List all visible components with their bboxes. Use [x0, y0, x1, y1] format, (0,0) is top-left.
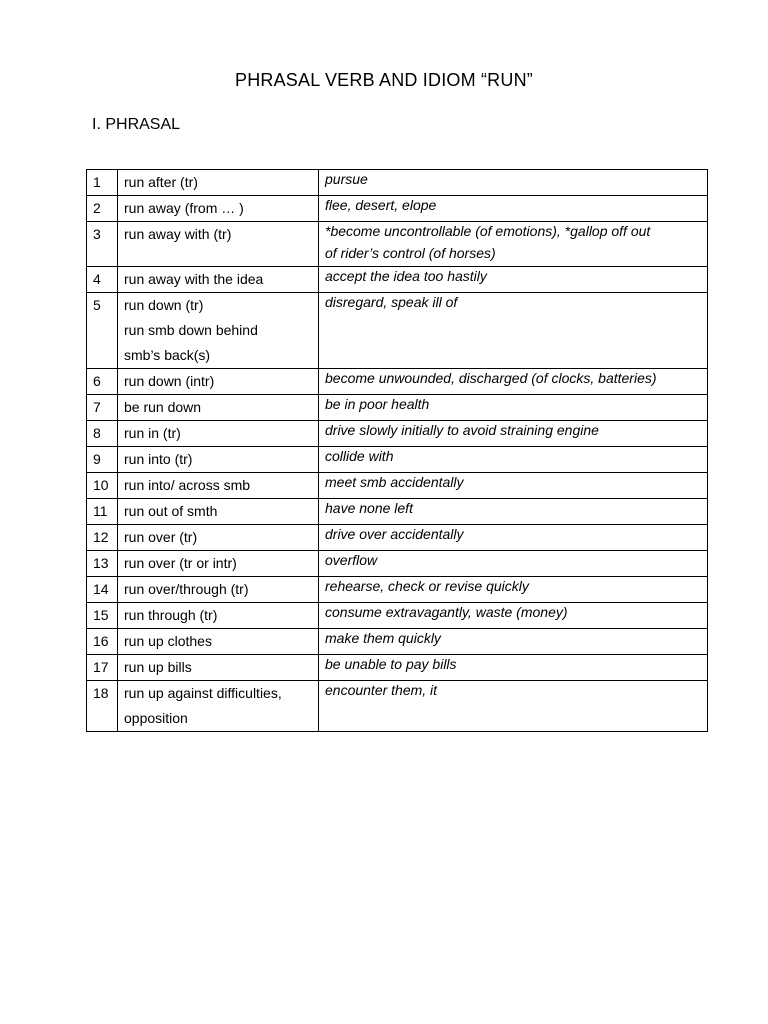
table-row	[87, 395, 708, 421]
phrasal-verb-cell	[118, 681, 319, 732]
row-number: 1	[87, 170, 118, 196]
row-number: 14	[87, 577, 118, 603]
phrasal-verb-cell	[118, 293, 319, 369]
row-number: 5	[87, 293, 118, 369]
table-row	[87, 499, 708, 525]
meaning-text: collide with	[325, 448, 394, 464]
meaning-text: encounter them, it	[325, 682, 438, 698]
phrasal-verb-text: run up clothes	[124, 633, 212, 649]
table-row	[87, 577, 708, 603]
table-row	[87, 196, 708, 222]
phrasal-verb-table	[86, 169, 708, 732]
meaning-cell	[319, 395, 708, 421]
meaning-cell	[319, 369, 708, 395]
table-row	[87, 222, 708, 267]
row-number: 18	[87, 681, 118, 732]
phrasal-verb-cell	[118, 655, 319, 681]
table-row	[87, 369, 708, 395]
table-row	[87, 603, 708, 629]
phrasal-verb-text: smb’s back(s)	[124, 347, 211, 363]
meaning-cell	[319, 473, 708, 499]
meaning-text: flee, desert, elope	[325, 197, 437, 213]
table-row	[87, 421, 708, 447]
phrasal-verb-text: run into/ across smb	[124, 477, 251, 493]
phrasal-verb-cell	[118, 196, 319, 222]
phrasal-verb-text: run away with (tr)	[124, 226, 232, 242]
meaning-text: be in poor health	[325, 396, 430, 412]
row-number: 12	[87, 525, 118, 551]
row-number: 7	[87, 395, 118, 421]
meaning-text: have none left	[325, 500, 413, 516]
meaning-cell	[319, 577, 708, 603]
row-number: 3	[87, 222, 118, 267]
table-row	[87, 551, 708, 577]
meaning-text: make them quickly	[325, 630, 441, 646]
phrasal-verb-text: run smb down behind	[124, 322, 258, 338]
meaning-text: *become uncontrollable (of emotions), *gallop off out	[325, 223, 651, 239]
meaning-text: pursue	[325, 171, 368, 187]
meaning-text: disregard, speak ill of	[325, 294, 458, 310]
section-heading: I. PHRASAL	[92, 116, 181, 133]
meaning-text: overflow	[325, 552, 378, 568]
row-number: 10	[87, 473, 118, 499]
phrasal-verb-text: run over (tr or intr)	[124, 555, 237, 571]
phrasal-verb-text: run away with the idea	[124, 271, 264, 287]
phrasal-verb-text: run out of smth	[124, 503, 218, 519]
phrasal-verb-cell	[118, 369, 319, 395]
table-row	[87, 681, 708, 732]
phrasal-verb-cell	[118, 525, 319, 551]
table-row	[87, 293, 708, 369]
meaning-text: meet smb accidentally	[325, 474, 464, 490]
phrasal-verb-text: run over (tr)	[124, 529, 198, 545]
meaning-cell	[319, 170, 708, 196]
meaning-text: be unable to pay bills	[325, 656, 457, 672]
table-row	[87, 267, 708, 293]
meaning-cell	[319, 222, 708, 267]
phrasal-verb-cell	[118, 577, 319, 603]
row-number: 8	[87, 421, 118, 447]
table-row	[87, 170, 708, 196]
phrasal-verb-text: run after (tr)	[124, 174, 198, 190]
table-row	[87, 447, 708, 473]
phrasal-verb-text: run in (tr)	[124, 425, 181, 441]
phrasal-verb-cell	[118, 473, 319, 499]
phrasal-verb-cell	[118, 629, 319, 655]
phrasal-verb-text: run up against difficulties,	[124, 685, 282, 701]
phrasal-verb-text: run away (from … )	[124, 200, 244, 216]
phrasal-verb-cell	[118, 447, 319, 473]
phrasal-verb-cell	[118, 603, 319, 629]
phrasal-verb-text: be run down	[124, 399, 202, 415]
phrasal-verb-text: run up bills	[124, 659, 192, 675]
phrasal-verb-cell	[118, 267, 319, 293]
meaning-cell	[319, 447, 708, 473]
table-row	[87, 473, 708, 499]
meaning-text: drive slowly initially to avoid straining engine	[325, 422, 599, 438]
row-number: 4	[87, 267, 118, 293]
meaning-text: become unwounded, discharged (of clocks, batteries)	[325, 370, 657, 386]
phrasal-verb-cell	[118, 222, 319, 267]
meaning-text: rehearse, check or revise quickly	[325, 578, 529, 594]
row-number: 9	[87, 447, 118, 473]
phrasal-verb-cell	[118, 551, 319, 577]
page-title: PHRASAL VERB AND IDIOM “RUN”	[235, 70, 533, 90]
phrasal-verb-text: run over/through (tr)	[124, 581, 249, 597]
meaning-cell	[319, 655, 708, 681]
phrasal-verb-cell	[118, 421, 319, 447]
meaning-cell	[319, 525, 708, 551]
table-body	[87, 170, 708, 732]
phrasal-verb-cell	[118, 395, 319, 421]
meaning-cell	[319, 196, 708, 222]
meaning-cell	[319, 681, 708, 732]
meaning-cell	[319, 293, 708, 369]
meaning-cell	[319, 603, 708, 629]
meaning-cell	[319, 551, 708, 577]
phrasal-verb-text: run through (tr)	[124, 607, 218, 623]
table-row	[87, 525, 708, 551]
table-row	[87, 655, 708, 681]
phrasal-verb-cell	[118, 499, 319, 525]
row-number: 15	[87, 603, 118, 629]
phrasal-verb-text: run down (intr)	[124, 373, 215, 389]
meaning-cell	[319, 421, 708, 447]
row-number: 16	[87, 629, 118, 655]
phrasal-verb-text: run down (tr)	[124, 297, 204, 313]
meaning-text: consume extravagantly, waste (money)	[325, 604, 568, 620]
row-number: 17	[87, 655, 118, 681]
row-number: 2	[87, 196, 118, 222]
meaning-text: accept the idea too hastily	[325, 268, 487, 284]
phrasal-verb-text: opposition	[124, 710, 188, 726]
phrasal-verb-cell	[118, 170, 319, 196]
meaning-cell	[319, 267, 708, 293]
table-row	[87, 629, 708, 655]
meaning-cell	[319, 629, 708, 655]
meaning-text: drive over accidentally	[325, 526, 464, 542]
row-number: 11	[87, 499, 118, 525]
meaning-cell	[319, 499, 708, 525]
row-number: 13	[87, 551, 118, 577]
row-number: 6	[87, 369, 118, 395]
meaning-text: of rider’s control (of horses)	[325, 245, 496, 261]
phrasal-verb-text: run into (tr)	[124, 451, 193, 467]
